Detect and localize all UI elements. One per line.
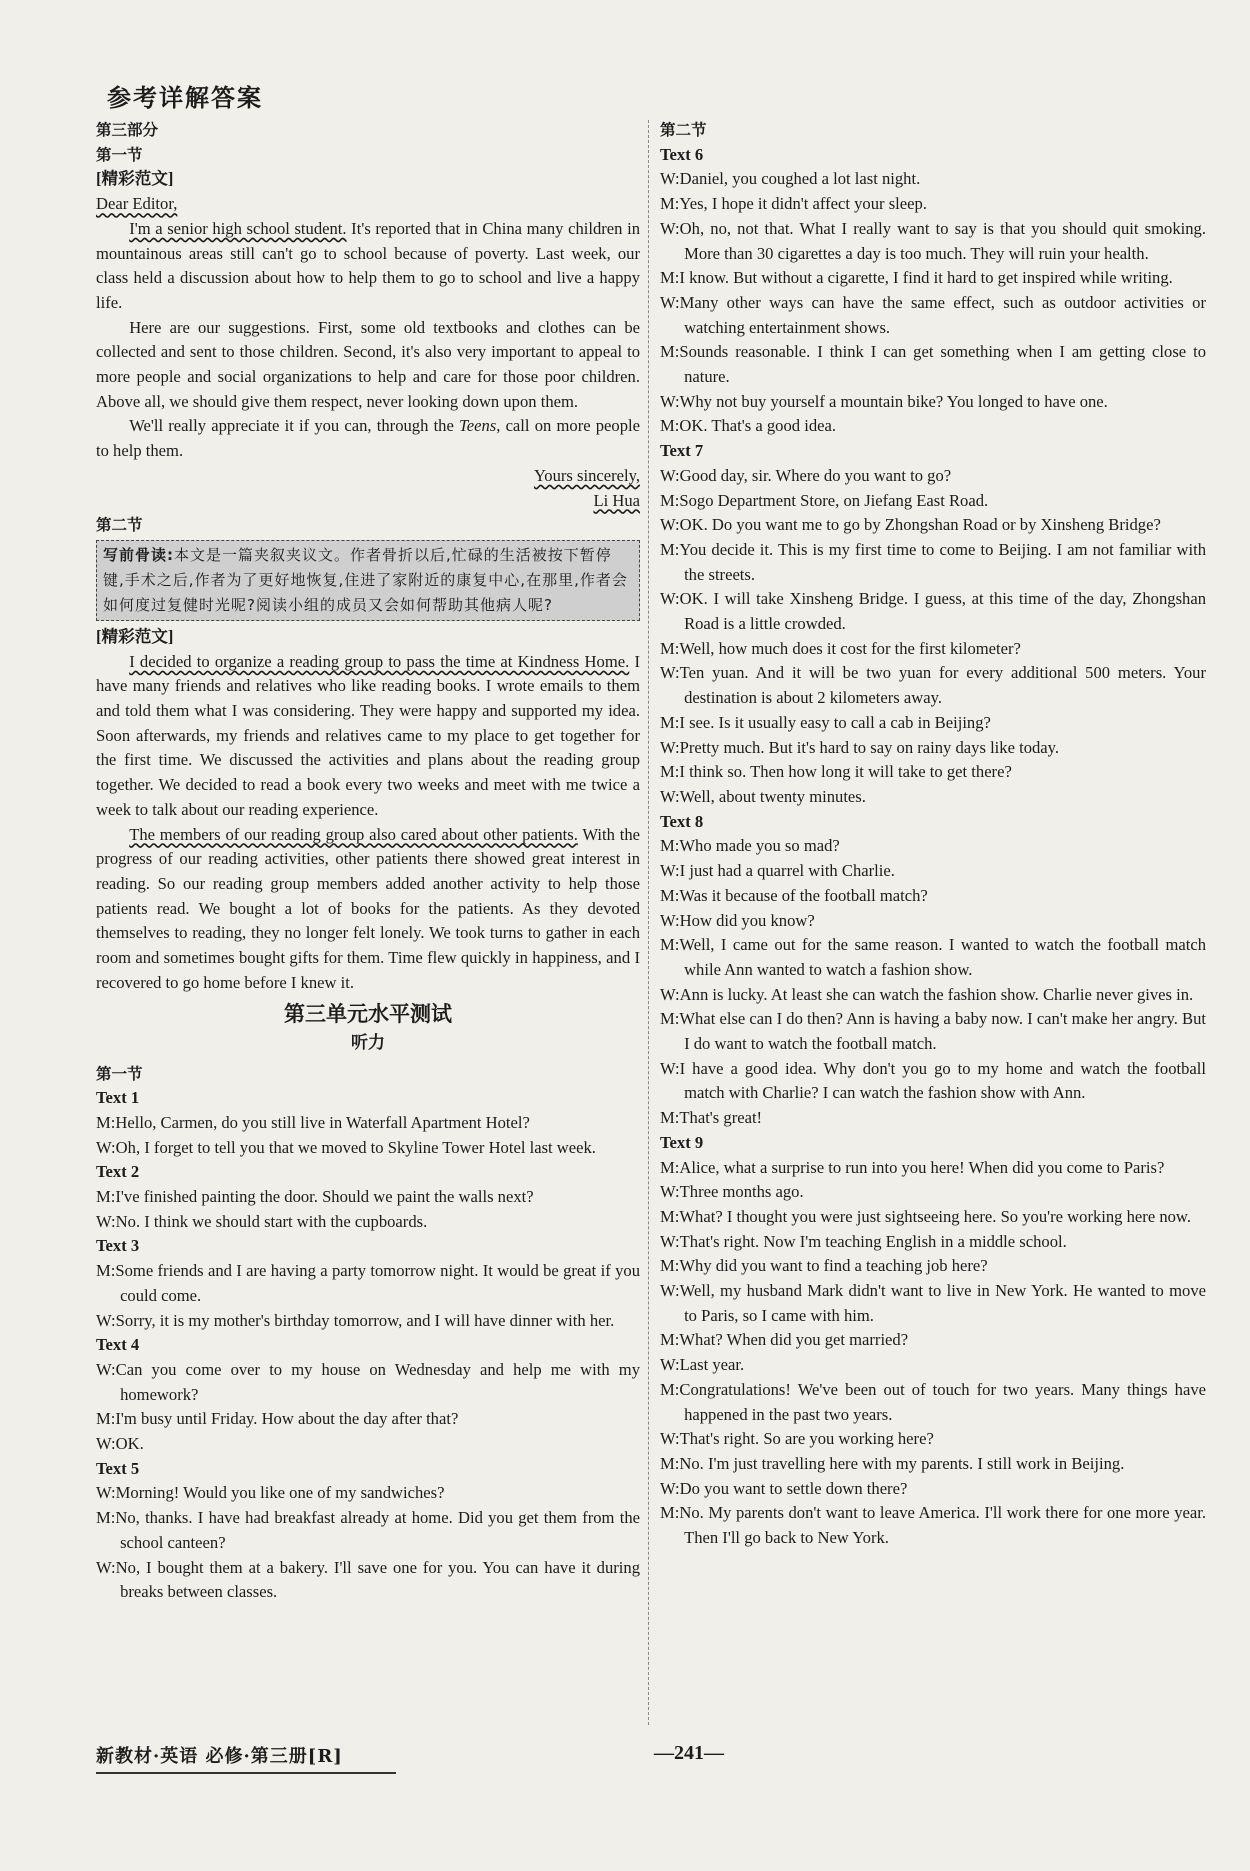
letter-paragraph: Here are our suggestions. First, some old textbooks and clothes can be collected and sent to those children. Second, it's also very important to appeal to more people and social organizations to help and care for those poor children. Above all, we should give them respect, never looking down upon them. xyxy=(96,317,640,411)
letter-greeting: Dear Editor, xyxy=(96,194,178,214)
letter-paragraph: We'll really appreciate it if you can, through the Teens, call on more people to help them. xyxy=(96,416,640,461)
speaker: M xyxy=(660,836,675,856)
dialogue-line: W:Last year. xyxy=(660,1355,745,1375)
dialogue-line: M:Well, how much does it cost for the first kilometer? xyxy=(660,638,1021,658)
speaker: W xyxy=(660,663,676,683)
utterance: What? When did you get married? xyxy=(679,1330,909,1350)
utterance: Why not buy yourself a mountain bike? You longed to have one. xyxy=(679,391,1108,411)
utterance: Last year. xyxy=(679,1355,745,1375)
utterance: Well, how much does it cost for the first kilometer? xyxy=(679,638,1021,658)
speaker: M xyxy=(660,1256,675,1276)
speaker: W xyxy=(660,861,676,881)
utterance: Can you come over to my house on Wednesday and help me with my homework? xyxy=(115,1359,640,1404)
dialogue-line: W:Many other ways can have the same effect, such as outdoor activities or watching entertainment shows. xyxy=(660,292,1206,337)
dialogue-line: W:Three months ago. xyxy=(660,1182,804,1202)
section-title: 第一节 xyxy=(96,1064,143,1083)
column-divider xyxy=(648,120,649,1725)
text-label: Text 3 xyxy=(96,1236,140,1256)
speaker: M xyxy=(96,1187,111,1207)
speaker: M xyxy=(660,1453,675,1473)
utterance: Who made you so mad? xyxy=(679,836,840,856)
utterance: Three months ago. xyxy=(679,1182,804,1202)
text-label: Text 1 xyxy=(96,1088,140,1108)
text-label: Text 9 xyxy=(660,1132,704,1152)
footer-rule xyxy=(96,1772,396,1774)
utterance: That's right. So are you working here? xyxy=(679,1429,934,1449)
utterance: No. I'm just travelling here with my parents. I still work in Beijing. xyxy=(679,1453,1125,1473)
dialogue-line: M:You decide it. This is my first time to come to Beijing. I am not familiar with the streets. xyxy=(660,539,1206,584)
utterance: No. I think we should start with the cupboards. xyxy=(115,1211,428,1231)
dialogue-line: M:No. I'm just travelling here with my parents. I still work in Beijing. xyxy=(660,1453,1125,1473)
dialogue-line: W:Can you come over to my house on Wednesday and help me with my homework? xyxy=(96,1359,640,1404)
text-label: Text 4 xyxy=(96,1335,140,1355)
speaker: W xyxy=(96,1434,112,1454)
dialogue-line: M:Sounds reasonable. I think I can get something when I am getting close to nature. xyxy=(660,342,1206,387)
utterance: That's right. Now I'm teaching English in a middle school. xyxy=(679,1231,1067,1251)
utterance: Morning! Would you like one of my sandwiches? xyxy=(115,1483,445,1503)
utterance: Alice, what a surprise to run into you here! When did you come to Paris? xyxy=(679,1157,1165,1177)
text-label: Text 6 xyxy=(660,144,704,164)
speaker: M xyxy=(660,342,675,362)
dialogue-line: W:Ann is lucky. At least she can watch the fashion show. Charlie never gives in. xyxy=(660,984,1194,1004)
part-title: 第三部分 xyxy=(96,121,159,139)
story-paragraph: I decided to organize a reading group to pass the time at Kindness Home. I have many friends and relatives who like reading books. I wrote emails to them and told them what I was considering. They were happy and supported my idea. Soon afterwards, my friends and relatives came to my place to get together for the first time. We discussed the activities and plans about the reading group together. We decided to read a book every two weeks and meet with me twice a week to talk about our reading experience. xyxy=(96,651,640,819)
utterance: What? I thought you were just sightseeing here. So you're working here now. xyxy=(679,1206,1191,1226)
page-footer xyxy=(96,1742,1206,1770)
utterance: Good day, sir. Where do you want to go? xyxy=(679,465,952,485)
utterance: I've finished painting the door. Should we paint the walls next? xyxy=(115,1187,534,1207)
dialogue-line: M:What else can I do then? Ann is having a baby now. I can't make her angry. But I do want to watch the football match. xyxy=(660,1009,1206,1054)
utterance: No. My parents don't want to leave America. I'll work there for one more year. Then I'll go back to New York. xyxy=(679,1503,1206,1548)
dialogue-line: M:Who made you so mad? xyxy=(660,836,840,856)
dialogue-line: W:That's right. Now I'm teaching English in a middle school. xyxy=(660,1231,1067,1251)
utterance: I see. Is it usually easy to call a cab in Beijing? xyxy=(679,712,991,732)
speaker: W xyxy=(660,218,676,238)
speaker: M xyxy=(660,638,675,658)
right-column xyxy=(660,118,1206,1551)
speaker: M xyxy=(660,935,675,955)
dialogue-line: M:I think so. Then how long it will take to get there? xyxy=(660,762,1012,782)
utterance: I think so. Then how long it will take to get there? xyxy=(679,762,1012,782)
utterance: OK. That's a good idea. xyxy=(679,416,836,436)
utterance: No, thanks. I have had breakfast already at home. Did you get them from the school canteen? xyxy=(115,1508,640,1552)
dialogue-line: W:Well, about twenty minutes. xyxy=(660,786,866,806)
story-paragraph: The members of our reading group also cared about other patients. With the progress of our reading activities, other patients there showed great interest in reading. So our reading group members added another activity to help those patients read. We bought a lot of books for the patients. As they devoted themselves to reading, they no longer felt lonely. We took turns to gather in each room and sometimes bought gifts for them. Time flew quickly in happiness, and I recovered to go home before I knew it. xyxy=(96,824,640,992)
speaker: M xyxy=(96,1508,111,1528)
dialogue-line: W:How did you know? xyxy=(660,910,815,930)
speaker: W xyxy=(660,1281,676,1301)
utterance: Ann is lucky. At least she can watch the fashion show. Charlie never gives in. xyxy=(679,984,1194,1004)
utterance: I have a good idea. Why don't you go to my home and watch the football match with Charlie? I can watch the fashion show with Ann. xyxy=(679,1058,1206,1103)
speaker: W xyxy=(96,1359,112,1379)
letter-signature: Li Hua xyxy=(593,490,640,510)
speaker: M xyxy=(660,1009,675,1029)
page-number: —241— xyxy=(654,1742,724,1764)
utterance: Many other ways can have the same effect, such as outdoor activities or watching entertainment shows. xyxy=(679,292,1206,337)
dialogue-line: M:Sogo Department Store, on Jiefang East Road. xyxy=(660,490,989,510)
dialogue-line: W:That's right. So are you working here? xyxy=(660,1429,934,1449)
speaker: W xyxy=(660,1478,676,1498)
utterance: What else can I do then? Ann is having a baby now. I can't make her angry. But I do want to watch the football match. xyxy=(679,1009,1206,1054)
utterance: That's great! xyxy=(679,1108,763,1128)
speaker: M xyxy=(660,885,675,905)
speaker: W xyxy=(660,1355,676,1375)
dialogue-line: W:Why not buy yourself a mountain bike? You longed to have one. xyxy=(660,391,1108,411)
dialogue-line: W:Oh, I forget to tell you that we moved to Skyline Tower Hotel last week. xyxy=(96,1137,596,1157)
utterance: Sorry, it is my mother's birthday tomorrow, and I will have dinner with her. xyxy=(115,1310,615,1330)
utterance: Hello, Carmen, do you still live in Waterfall Apartment Hotel? xyxy=(115,1112,530,1132)
speaker: W xyxy=(660,1182,676,1202)
speaker: W xyxy=(660,169,676,189)
dialogue-line: M:Some friends and I are having a party tomorrow night. It would be great if you could come. xyxy=(96,1261,640,1305)
book-title: 新教材·英语 必修·第三册[R] xyxy=(96,1746,343,1767)
text-label: Text 5 xyxy=(96,1458,140,1478)
speaker: M xyxy=(660,1157,675,1177)
utterance: Well, my husband Mark didn't want to live in New York. He wanted to move to Paris, so I came with him. xyxy=(679,1281,1206,1325)
dialogue-line: W:Well, my husband Mark didn't want to live in New York. He wanted to move to Paris, so I came with him. xyxy=(660,1281,1206,1325)
dialogue-line: W:Sorry, it is my mother's birthday tomorrow, and I will have dinner with her. xyxy=(96,1310,615,1330)
section-title: 第二节 xyxy=(660,121,707,139)
sample-label: [精彩范文] xyxy=(96,169,174,189)
listening-title: 听力 xyxy=(351,1032,385,1053)
dialogue-line: M:Was it because of the football match? xyxy=(660,885,928,905)
note-label: 写前骨读: xyxy=(103,545,174,564)
dialogue-line: M:Congratulations! We've been out of touch for two years. Many things have happened in the past two years. xyxy=(660,1379,1206,1424)
speaker: W xyxy=(96,1483,112,1503)
speaker: W xyxy=(96,1211,112,1231)
dialogue-line: W:Ten yuan. And it will be two yuan for every additional 500 meters. Your destination is about 2 kilometers away. xyxy=(660,663,1206,708)
utterance: No, I bought them at a bakery. I'll save one for you. You can have it during breaks between classes. xyxy=(115,1557,640,1602)
speaker: M xyxy=(660,1379,675,1399)
utterance: I know. But without a cigarette, I find it hard to get inspired while writing. xyxy=(679,268,1173,288)
dialogue-line: M:I've finished painting the door. Should we paint the walls next? xyxy=(96,1187,534,1207)
dialogue-line: W:Pretty much. But it's hard to say on rainy days like today. xyxy=(660,737,1060,757)
section-title: 第一节 xyxy=(96,145,143,164)
sample-label: [精彩范文] xyxy=(96,626,174,646)
dialogue-line: W:No, I bought them at a bakery. I'll save one for you. You can have it during breaks between classes. xyxy=(96,1557,640,1602)
speaker: W xyxy=(660,515,676,535)
dialogue-line: M:That's great! xyxy=(660,1108,763,1128)
speaker: W xyxy=(660,1058,676,1078)
page-header-title: 参考详解答案 xyxy=(107,84,263,112)
utterance: I'm busy until Friday. How about the day after that? xyxy=(115,1409,459,1429)
utterance: You decide it. This is my first time to come to Beijing. I am not familiar with the streets. xyxy=(679,539,1206,584)
utterance: Why did you want to find a teaching job here? xyxy=(679,1256,988,1276)
speaker: M xyxy=(660,539,675,559)
speaker: W xyxy=(96,1310,112,1330)
speaker: M xyxy=(660,194,675,214)
speaker: M xyxy=(660,416,675,436)
listening-scripts xyxy=(660,143,1206,1551)
speaker: W xyxy=(660,910,676,930)
dialogue-line: W:I have a good idea. Why don't you go to my home and watch the football match with Charlie? I can watch the fashion show with Ann. xyxy=(660,1058,1206,1103)
speaker: M xyxy=(660,268,675,288)
dialogue-line: W:I just had a quarrel with Charlie. xyxy=(660,861,895,881)
letter-closing: Yours sincerely, xyxy=(533,465,640,485)
utterance: Daniel, you coughed a lot last night. xyxy=(679,169,921,189)
letter-paragraph: I'm a senior high school student. It's reported that in China many children in mountainous areas still can't go to school because of poverty. Last week, our class held a discussion about how to help them to go to school and live a happy life. xyxy=(96,218,640,312)
utterance: OK. Do you want me to go by Zhongshan Road or by Xinsheng Bridge? xyxy=(679,515,1161,535)
speaker: W xyxy=(660,292,676,312)
speaker: W xyxy=(660,589,676,609)
utterance: Some friends and I are having a party tomorrow night. It would be great if you could come. xyxy=(115,1261,640,1305)
speaker: M xyxy=(96,1409,111,1429)
utterance: Ten yuan. And it will be two yuan for every additional 500 meters. Your destination is about 2 kilometers away. xyxy=(679,663,1206,708)
note-text: 本文是一篇夹叙夹议文。作者骨折以后,忙碌的生活被按下暂停键,手术之后,作者为了更好地恢复,住进了家附近的康复中心,在那里,作者会如何度过复健时光呢?阅读小组的成员又会如何帮助其他病人呢? xyxy=(103,545,628,614)
utterance: Congratulations! We've been out of touch for two years. Many things have happened in the past two years. xyxy=(679,1379,1206,1424)
utterance: Yes, I hope it didn't affect your sleep. xyxy=(679,194,927,214)
dialogue-line: W:Do you want to settle down there? xyxy=(660,1478,908,1498)
dialogue-line: W:Daniel, you coughed a lot last night. xyxy=(660,169,921,189)
text-label: Text 8 xyxy=(660,811,704,831)
dialogue-line: M:No. My parents don't want to leave America. I'll work there for one more year. Then I'll go back to New York. xyxy=(660,1503,1206,1548)
dialogue-line: M:What? When did you get married? xyxy=(660,1330,909,1350)
speaker: M xyxy=(660,1503,675,1523)
speaker: W xyxy=(660,737,676,757)
utterance: Sounds reasonable. I think I can get something when I am getting close to nature. xyxy=(679,342,1206,387)
speaker: M xyxy=(660,762,675,782)
speaker: M xyxy=(96,1112,111,1132)
text-label: Text 7 xyxy=(660,441,704,461)
utterance: OK. I will take Xinsheng Bridge. I guess, at this time of the day, Zhongshan Road is a little crowded. xyxy=(679,589,1206,634)
dialogue-line: M:No, thanks. I have had breakfast already at home. Did you get them from the school canteen? xyxy=(96,1508,640,1552)
speaker: M xyxy=(660,1206,675,1226)
speaker: W xyxy=(660,391,676,411)
speaker: M xyxy=(660,490,675,510)
dialogue-line: M:I'm busy until Friday. How about the day after that? xyxy=(96,1409,459,1429)
text-label: Text 2 xyxy=(96,1162,140,1182)
utterance: How did you know? xyxy=(679,910,815,930)
dialogue-line: W:No. I think we should start with the cupboards. xyxy=(96,1211,428,1231)
dialogue-line: W:OK. I will take Xinsheng Bridge. I guess, at this time of the day, Zhongshan Road is a little crowded. xyxy=(660,589,1206,634)
speaker: M xyxy=(660,1330,675,1350)
dialogue-line: M:I see. Is it usually easy to call a cab in Beijing? xyxy=(660,712,991,732)
listening-scripts xyxy=(96,1086,640,1605)
utterance: Oh, no, not that. What I really want to say is that you should quit smoking. More than 30 cigarettes a day is too much. They will ruin your health. xyxy=(679,218,1206,263)
writing-note-box xyxy=(96,540,640,621)
dialogue-line: M:OK. That's a good idea. xyxy=(660,416,836,436)
dialogue-line: W:Oh, no, not that. What I really want to say is that you should quit smoking. More than 30 cigarettes a day is too much. They will ruin your health. xyxy=(660,218,1206,263)
dialogue-line: M:Well, I came out for the same reason. I wanted to watch the football match while Ann wanted to watch a fashion show. xyxy=(660,935,1206,979)
speaker: W xyxy=(96,1557,112,1577)
utterance: Sogo Department Store, on Jiefang East Road. xyxy=(679,490,989,510)
speaker: W xyxy=(660,786,676,806)
dialogue-line: W:Good day, sir. Where do you want to go? xyxy=(660,465,952,485)
utterance: Well, I came out for the same reason. I wanted to watch the football match while Ann wanted to watch a fashion show. xyxy=(679,935,1206,979)
dialogue-line: M:Yes, I hope it didn't affect your sleep. xyxy=(660,194,927,214)
speaker: W xyxy=(660,1429,676,1449)
dialogue-line: M:I know. But without a cigarette, I find it hard to get inspired while writing. xyxy=(660,268,1173,288)
unit-test-title: 第三单元水平测试 xyxy=(284,1001,452,1026)
speaker: M xyxy=(660,1108,675,1128)
speaker: W xyxy=(660,1231,676,1251)
dialogue-line: M:Why did you want to find a teaching job here? xyxy=(660,1256,988,1276)
speaker: W xyxy=(660,984,676,1004)
section-title: 第二节 xyxy=(96,516,143,535)
speaker: M xyxy=(96,1261,111,1281)
utterance: Well, about twenty minutes. xyxy=(679,786,866,806)
speaker: W xyxy=(660,465,676,485)
left-column xyxy=(96,118,640,1605)
dialogue-line: W:OK. Do you want me to go by Zhongshan Road or by Xinsheng Bridge? xyxy=(660,515,1161,535)
dialogue-line: M:Alice, what a surprise to run into you here! When did you come to Paris? xyxy=(660,1157,1165,1177)
utterance: Was it because of the football match? xyxy=(679,885,928,905)
utterance: Do you want to settle down there? xyxy=(679,1478,908,1498)
utterance: OK. xyxy=(115,1434,144,1454)
dialogue-line: W:Morning! Would you like one of my sandwiches? xyxy=(96,1483,445,1503)
utterance: I just had a quarrel with Charlie. xyxy=(679,861,895,881)
dialogue-line: W:OK. xyxy=(96,1434,144,1454)
dialogue-line: M:Hello, Carmen, do you still live in Waterfall Apartment Hotel? xyxy=(96,1112,530,1132)
utterance: Oh, I forget to tell you that we moved to Skyline Tower Hotel last week. xyxy=(115,1137,596,1157)
speaker: M xyxy=(660,712,675,732)
dialogue-line: M:What? I thought you were just sightseeing here. So you're working here now. xyxy=(660,1206,1191,1226)
speaker: W xyxy=(96,1137,112,1157)
utterance: Pretty much. But it's hard to say on rainy days like today. xyxy=(679,737,1060,757)
